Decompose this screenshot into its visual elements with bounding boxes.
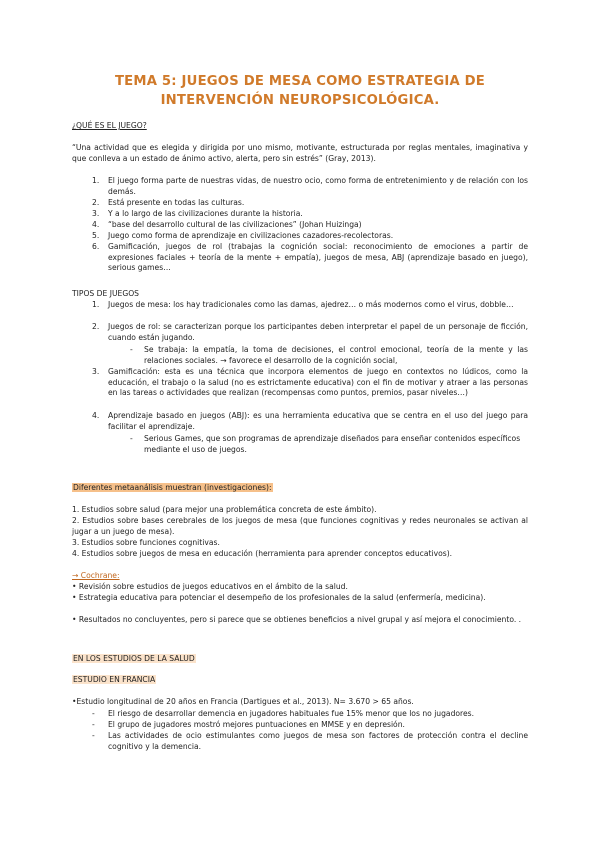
meta-line: 4. Estudios sobre juegos de mesa en educación (herramienta para aprender conceptos educativos). xyxy=(72,549,453,558)
list-number: 2. xyxy=(92,322,100,331)
list-item: El riesgo de desarrollar demencia en jugadores habituales fue 15% menor que los no jugadores. xyxy=(108,709,475,718)
heading-metaanalisis xyxy=(72,483,273,494)
title-line-2: INTERVENCIÓN NEUROPSICOLÓGICA. xyxy=(160,93,440,108)
list-item: Se trabaja: la empatía, la toma de decisiones, el control emocional, teoría de la mente y las relaciones sociales. → favorece el desarrollo de la cognición social, xyxy=(144,345,528,365)
list-item: Está presente en todas las culturas. xyxy=(108,198,245,207)
cochrane-bullet: • Estrategia educativa para potenciar el desempeño de los profesionales de la salud (enfermería, medicina). xyxy=(72,593,486,602)
meta-line: 1. Estudios sobre salud (para mejor una problemática concreta de este ámbito). xyxy=(72,505,377,514)
juego-definition-quote: “Una actividad que es elegida y dirigida por uno mismo, motivante, estructurada por reglas mentales, imaginativa y que conlleva a un estado de ánimo activo, alerta, pero sin estrés” (Gray, 2013). xyxy=(72,143,528,163)
highlighted-heading: Diferentes metaanálisis muestran (investigaciones): xyxy=(73,483,272,492)
list-item: Gamificación: esta es una técnica que incorpora elementos de juego en contextos no lúdicos, como la educación, el trabajo o la salud (no es estrictamente educativa) con el fin de motivar y atraer a las personas en las tareas o actividades que realizan (recompensas como puntos, premios, pasar niveles…) xyxy=(108,367,528,398)
heading-cochrane: → Cochrane: xyxy=(72,571,120,580)
list-item: Juegos de mesa: los hay tradicionales como las damas, ajedrez… o más modernos como el virus, dobble… xyxy=(108,300,514,309)
list-item: El grupo de jugadores mostró mejores puntuaciones en MMSE y en depresión. xyxy=(108,720,405,729)
list-dash: - xyxy=(130,345,133,354)
cochrane-bullet: • Resultados no concluyentes, pero si parece que se obtienes beneficios a nivel grupal y así mejora el conocimiento. . xyxy=(72,615,522,624)
list-item: Gamificación, juegos de rol (trabajas la cognición social: reconocimiento de emociones a partir de expresiones faciales + teoría de la mente + empatía), juegos de mesa, ABJ (aprendizaje basado en juego), serious games… xyxy=(108,242,528,273)
list-dash: - xyxy=(92,731,95,740)
meta-line: 2. Estudios sobre bases cerebrales de los juegos de mesa (que funciones cognitivas y redes neuronales se activan al jugar a un juego de mesa). xyxy=(72,516,528,536)
heading-estudios-salud xyxy=(72,654,196,665)
list-number: 3. xyxy=(92,209,100,218)
list-item: El juego forma parte de nuestras vidas, de nuestro ocio, como forma de entretenimiento y de relación con los demás. xyxy=(108,176,528,196)
list-dash: - xyxy=(92,720,95,729)
title-line-1: TEMA 5: JUEGOS DE MESA COMO ESTRATEGIA DE xyxy=(114,74,486,89)
list-item: Serious Games, que son programas de aprendizaje diseñados para enseñar contenidos específicos mediante el uso de juegos. xyxy=(144,434,521,454)
heading-que-es-el-juego: ¿QUÉ ES EL JUEGO? xyxy=(72,121,147,130)
highlighted-subheading: ESTUDIO EN FRANCIA xyxy=(73,675,156,684)
list-dash: - xyxy=(130,434,133,443)
list-number: 1. xyxy=(92,300,100,309)
list-dash: - xyxy=(92,709,95,718)
meta-line: 3. Estudios sobre funciones cognitivas. xyxy=(72,538,220,547)
list-number: 4. xyxy=(92,411,100,420)
list-item: Las actividades de ocio estimulantes como juegos de mesa son factores de protección contra el decline cognitivo y la demencia. xyxy=(108,731,528,751)
list-item: Juego como forma de aprendizaje en civilizaciones cazadores-recolectoras. xyxy=(108,231,394,240)
list-number: 1. xyxy=(92,176,100,185)
list-item: Aprendizaje basado en juegos (ABJ): es una herramienta educativa que se centra en el uso del juego para facilitar el aprendizaje. xyxy=(108,411,528,431)
list-item: Y a lo largo de las civilizaciones durante la historia. xyxy=(108,209,303,218)
francia-lead: •Estudio longitudinal de 20 años en Francia (Dartigues et al., 2013). N= 3.670 > 65 años. xyxy=(72,697,414,706)
document-title xyxy=(60,72,540,110)
list-number: 4. xyxy=(92,220,100,229)
list-item: “base del desarrollo cultural de las civilizaciones” (Johan Huizinga) xyxy=(108,220,362,229)
list-number: 5. xyxy=(92,231,100,240)
list-number: 3. xyxy=(92,367,100,376)
list-number: 6. xyxy=(92,242,100,251)
heading-tipos-de-juegos: TIPOS DE JUEGOS xyxy=(72,289,140,298)
highlighted-heading: EN LOS ESTUDIOS DE LA SALUD xyxy=(73,654,195,663)
cochrane-bullet: • Revisión sobre estudios de juegos educativos en el ámbito de la salud. xyxy=(72,582,348,591)
list-item: Juegos de rol: se caracterizan porque los participantes deben interpretar el papel de un personaje de ficción, cuando están jugando. xyxy=(108,322,528,342)
heading-estudio-francia xyxy=(72,675,156,686)
list-number: 2. xyxy=(92,198,100,207)
